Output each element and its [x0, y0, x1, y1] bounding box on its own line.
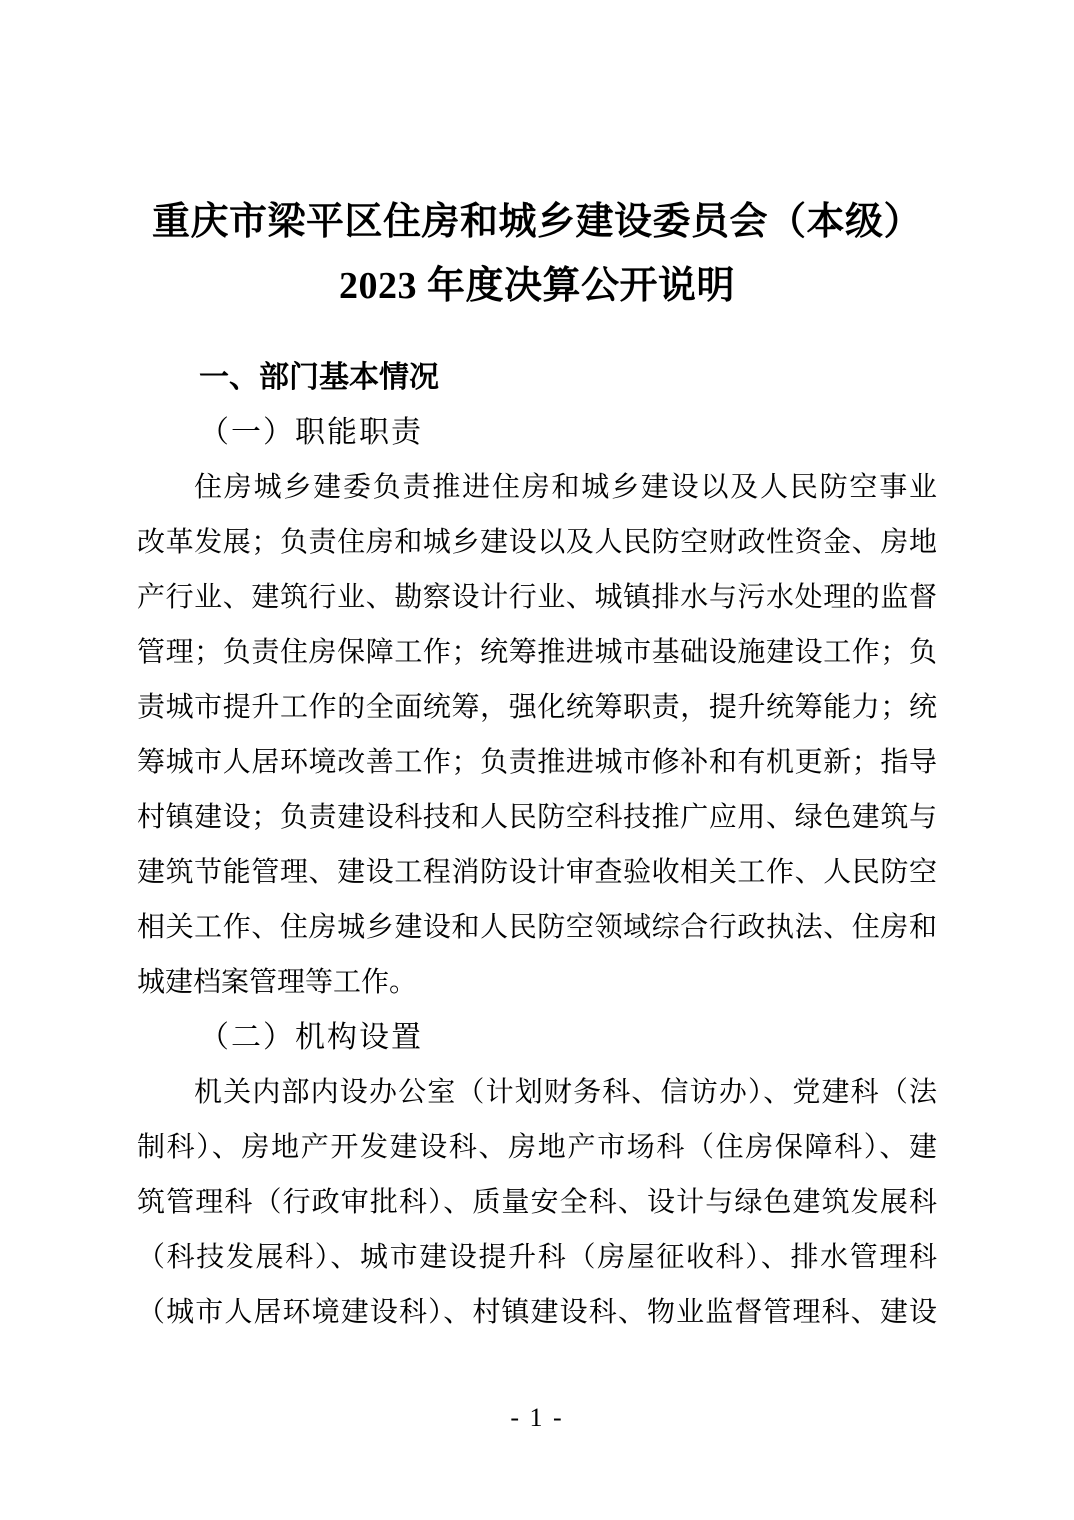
paragraph-line: 住房城乡建委负责推进住房和城乡建设以及人民防空事业: [194, 472, 937, 503]
paragraph-line: 改革发展；负责住房和城乡建设以及人民防空财政性资金、房地: [137, 527, 937, 558]
paragraph-line: 机关内部内设办公室（计划财务科、信访办）、党建科（法: [194, 1077, 937, 1108]
document-title-line-1: 重庆市梁平区住房和城乡建设委员会（本级）: [151, 201, 922, 243]
subsection-heading-duties: （一）职能职责: [199, 416, 423, 449]
paragraph-line: 村镇建设；负责建设科技和人民防空科技推广应用、绿色建筑与: [137, 802, 937, 833]
paragraph-line: 制科）、房地产开发建设科、房地产市场科（住房保障科）、建: [137, 1132, 937, 1163]
section-heading-basic-info: 一、部门基本情况: [199, 361, 439, 394]
document-title-line-2: 2023 年度决算公开说明: [338, 265, 735, 307]
paragraph-line: 产行业、建筑行业、勘察设计行业、城镇排水与污水处理的监督: [137, 582, 937, 613]
paragraph-line: 城建档案管理等工作。: [137, 967, 418, 998]
paragraph-line: 责城市提升工作的全面统筹，强化统筹职责，提升统筹能力；统: [137, 692, 937, 723]
paragraph-line: 筹城市人居环境改善工作；负责推进城市修补和有机更新；指导: [137, 747, 937, 778]
paragraph-line: 筑管理科（行政审批科）、质量安全科、设计与绿色建筑发展科: [137, 1187, 937, 1218]
subsection-heading-structure: （二）机构设置: [199, 1021, 423, 1054]
page-number: - 1 -: [510, 1403, 564, 1432]
paragraph-duties: [137, 460, 937, 1010]
page-content: [137, 0, 937, 1340]
paragraph-line: （城市人居环境建设科）、村镇建设科、物业监督管理科、建设: [137, 1297, 937, 1328]
paragraph-line: 建筑节能管理、建设工程消防设计审查验收相关工作、人民防空: [137, 857, 937, 888]
paragraph-line: 相关工作、住房城乡建设和人民防空领域综合行政执法、住房和: [137, 912, 937, 943]
document-title: [137, 0, 937, 318]
paragraph-line: 管理；负责住房保障工作；统筹推进城市基础设施建设工作；负: [137, 637, 937, 668]
paragraph-structure: [137, 1065, 937, 1340]
paragraph-line: （科技发展科）、城市建设提升科（房屋征收科）、排水管理科: [137, 1242, 937, 1273]
